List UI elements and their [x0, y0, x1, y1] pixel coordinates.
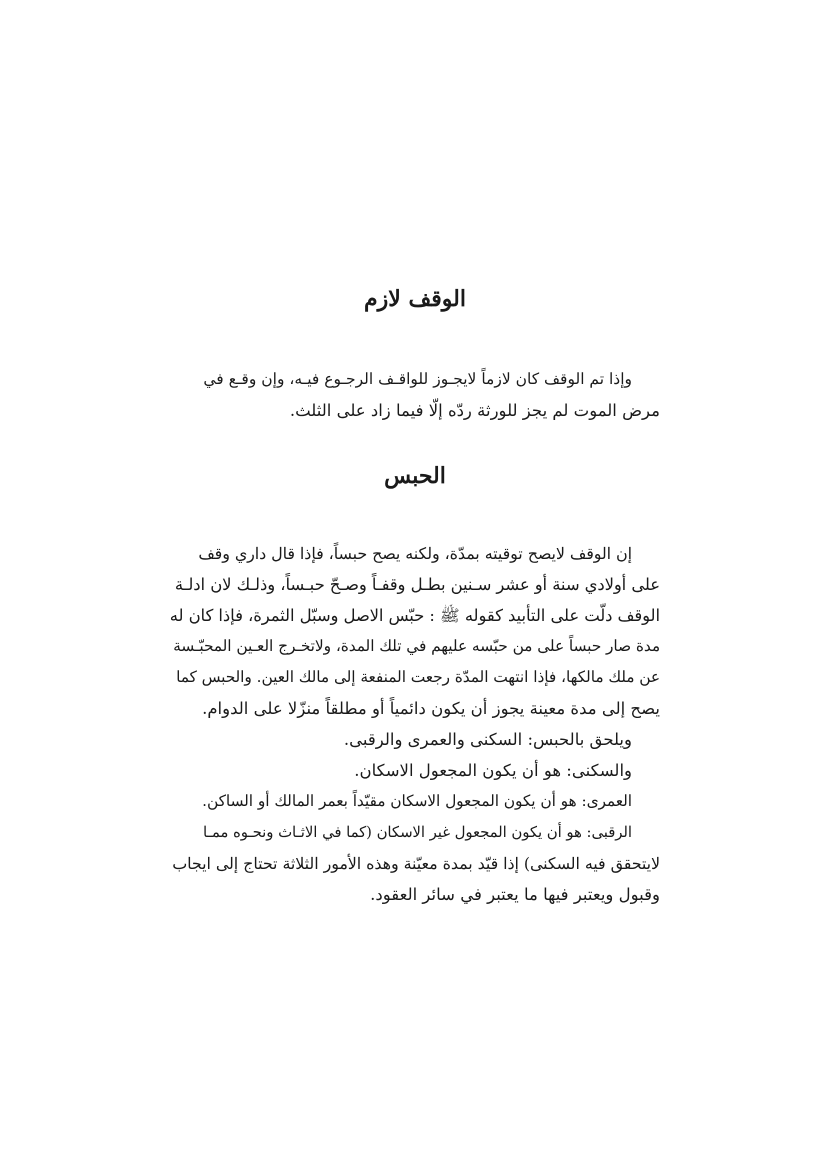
- text-line: العمرى: هو أن يكون المجعول الاسكان مقيّداً بعمر المالك أو الساكن.: [202, 792, 632, 810]
- text-line: مدة صار حبساً على من حبّسه عليهم في تلك المدة، ولاتخـرج العـين المحبّـسة: [173, 637, 660, 655]
- section-title-habs: الحبس: [384, 463, 446, 489]
- text-line: الرقبى: هو أن يكون المجعول غير الاسكان (كما في الاثـاث ونحـوه ممـا: [203, 824, 632, 841]
- text-line: الوقف دلّت على التأبيد كقوله ﷺ : حبّس الاصل وسبّل الثمرة، فإذا كان له: [169, 606, 660, 625]
- section-body-habs: [170, 538, 660, 910]
- text-line: يصح إلى مدة معينة يجوز أن يكون دائمياً أو مطلقاً منزّلا على الدوام.: [202, 699, 660, 718]
- text-line: على أولادي سنة أو عشر سـنين بطـل وقفـاً وصـحّ حبـساً، وذلـك لان ادلـة: [174, 575, 660, 594]
- text-line: لايتحقق فيه السكنى) إذا قيّد بمدة معيّنة وهذه الأمور الثلاثة تحتاج إلى ايجاب: [172, 854, 660, 873]
- section-title-waqf-lazim: الوقف لازم: [364, 286, 466, 312]
- text-line: والسكنى: هو أن يكون المجعول الاسكان.: [354, 761, 632, 780]
- document-page: [170, 0, 660, 1169]
- text-line: وقبول ويعتبر فيها ما يعتبر في سائر العقود.: [370, 885, 660, 904]
- text-line: وإذا تم الوقف كان لازماً لايجـوز للواقـف الرجـوع فيـه، وإن وقـع في: [203, 370, 632, 388]
- text-line: عن ملك مالكها، فإذا انتهت المدّة رجعت المنفعة إلى مالك العين. والحبس كما: [176, 668, 660, 686]
- section-body-waqf-lazim: [170, 364, 660, 426]
- text-line: ويلحق بالحبس: السكنى والعمرى والرقبى.: [343, 730, 632, 749]
- text-line: إن الوقف لايصح توقيته بمدّة، ولكنه يصح حبساً، فإذا قال داري وقف: [198, 544, 632, 563]
- text-line: مرض الموت لم يجز للورثة ردّه إلّا فيما زاد على الثلث.: [289, 401, 660, 420]
